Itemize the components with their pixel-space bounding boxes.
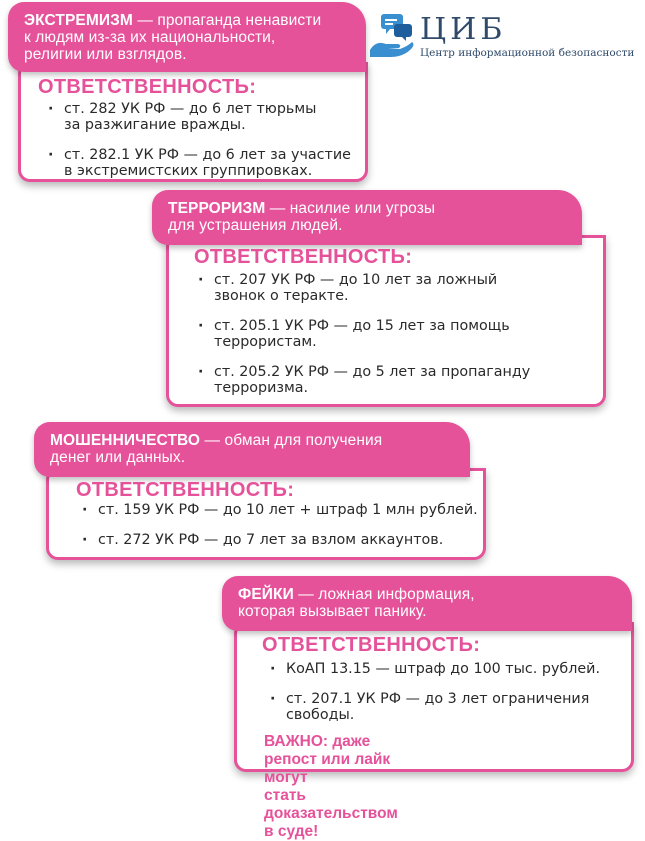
penalty-list [46,101,366,179]
section-keyword: ЭКСТРЕМИЗМ [24,12,133,29]
section-header [8,2,366,72]
penalty-list [196,272,596,396]
list-item: · ст. 205.1 УК РФ — до 15 лет за помощь террористам. [196,318,596,350]
penalty-list [80,502,480,548]
list-item: · ст. 205.2 УК РФ — до 5 лет за пропаганду терроризма. [196,364,596,396]
list-item: · ст. 282 УК РФ — до 6 лет тюрьмы за разжигание вражды. [46,101,366,133]
section-definition-line: к людям из-за их национальности, [24,29,276,46]
section-header [34,422,470,477]
section-header [222,576,632,631]
section-definition-line: денег или данных. [50,449,186,466]
section-header [152,190,582,245]
section-definition: — обман для получения [200,432,383,449]
list-item: · ст. 282.1 УК РФ — до 6 лет за участие в экстремистских группировках. [46,147,366,179]
section-keyword: МОШЕННИЧЕСТВО [50,432,201,449]
logo-title: ЦИБ [420,12,507,47]
responsibility-heading: ОТВЕТСТВЕННОСТЬ: [262,634,481,656]
section-definition-line: для устрашения людей. [168,217,343,234]
responsibility-heading: ОТВЕТСТВЕННОСТЬ: [194,246,413,268]
logo-subtitle: Центр информационной безопасности [420,47,635,59]
list-item: · ст. 159 УК РФ — до 10 лет + штраф 1 млн рублей. [80,502,480,518]
list-item: · ст. 207 УК РФ — до 10 лет за ложный звонок о теракте. [196,272,596,304]
section-definition: — насилие или угрозы [265,200,436,217]
section-keyword: ТЕРРОРИЗМ [168,200,266,217]
list-item: · КоАП 13.15 — штраф до 100 тыс. рублей. [268,661,628,677]
section-definition-line: которая вызывает панику. [238,603,427,620]
responsibility-heading: ОТВЕТСТВЕННОСТЬ: [38,76,257,98]
important-note: ВАЖНО: даже репост или лайк могут стать доказательством в суде! [264,733,398,840]
responsibility-heading: ОТВЕТСТВЕННОСТЬ: [76,479,295,501]
section-definition-line: религии или взглядов. [24,46,187,63]
section-definition: — пропаганда ненависти [132,12,322,29]
logo [368,10,638,65]
list-item: · ст. 207.1 УК РФ — до 3 лет ограничения свободы. [268,691,628,723]
section-definition: — ложная информация, [293,586,475,603]
section-keyword: ФЕЙКИ [238,586,294,603]
hand-holding-chat-icon [368,10,416,62]
penalty-list [268,661,628,723]
list-item: · ст. 272 УК РФ — до 7 лет за взлом аккаунтов. [80,532,480,548]
